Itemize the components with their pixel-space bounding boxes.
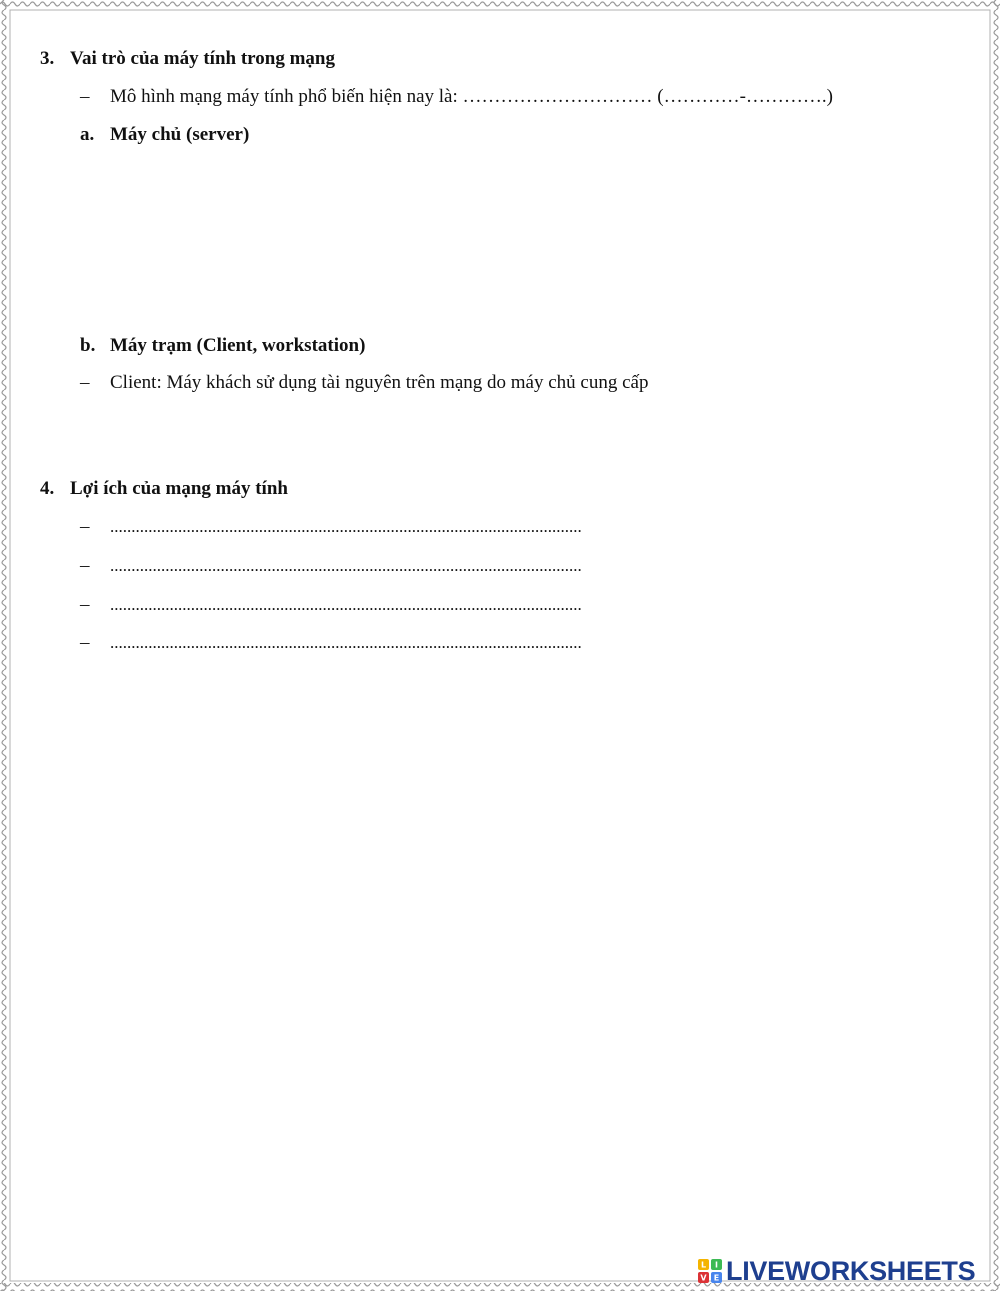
answer-line-dash: – <box>80 594 90 615</box>
liveworksheets-logo-text: LIVEWORKSHEETS <box>726 1256 976 1286</box>
client-definition: Client: Máy khách sử dụng tài nguyên trên mạng do máy chủ cung cấp <box>110 372 649 393</box>
bullet-dash: – <box>80 86 90 107</box>
answer-line-3[interactable]: ............................................................................................................... <box>110 595 582 614</box>
sub-b-label: b. <box>80 335 96 356</box>
section-3-title: Vai trò của máy tính trong mạng <box>70 48 335 69</box>
answer-line-4[interactable]: ............................................................................................................... <box>110 633 582 652</box>
section-4-number: 4. <box>40 478 55 499</box>
answer-line-dash: – <box>80 632 90 653</box>
liveworksheets-logo-icon <box>698 1259 722 1283</box>
server-heading: Máy chủ (server) <box>110 124 250 145</box>
section-3-number: 3. <box>40 48 55 69</box>
answer-line-2[interactable]: ............................................................................................................... <box>110 556 582 575</box>
svg-text:E: E <box>713 1273 720 1283</box>
liveworksheets-logo <box>698 1256 994 1286</box>
client-dash: – <box>80 372 90 393</box>
svg-text:I: I <box>715 1260 718 1270</box>
answer-line-dash: – <box>80 516 90 537</box>
sub-a-label: a. <box>80 124 95 145</box>
client-heading: Máy trạm (Client, workstation) <box>110 335 366 356</box>
svg-text:V: V <box>700 1273 707 1283</box>
answer-line-dash: – <box>80 555 90 576</box>
network-model-question: Mô hình mạng máy tính phổ biến hiện nay là: ………………………… (…………-………….) <box>110 86 833 107</box>
answer-line-1[interactable]: ............................................................................................................... <box>110 517 582 536</box>
section-4-title: Lợi ích của mạng máy tính <box>70 478 288 499</box>
svg-text:L: L <box>700 1260 707 1270</box>
